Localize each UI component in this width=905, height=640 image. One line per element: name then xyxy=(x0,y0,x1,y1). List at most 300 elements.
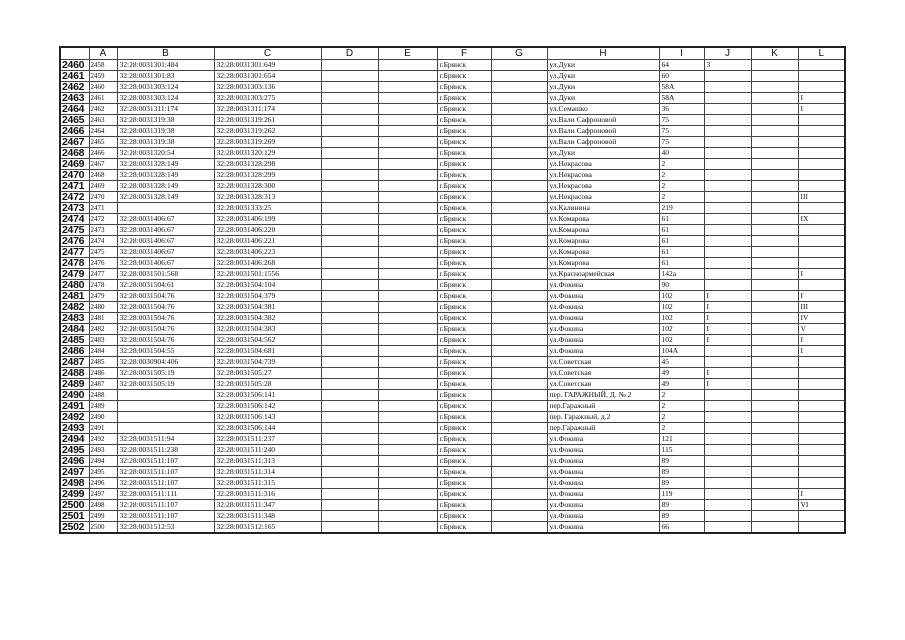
cell-e[interactable] xyxy=(378,302,437,313)
cell-j[interactable] xyxy=(704,159,751,170)
cell-k[interactable] xyxy=(751,335,798,346)
cell-g[interactable] xyxy=(491,379,547,390)
cell-h[interactable]: ул.Фокина xyxy=(547,291,659,302)
cell-j[interactable] xyxy=(704,170,751,181)
cell-c[interactable]: 32:28:0031511:314 xyxy=(214,467,321,478)
row-header[interactable]: 2488 xyxy=(60,368,89,379)
cell-j[interactable] xyxy=(704,280,751,291)
cell-e[interactable] xyxy=(378,82,437,93)
column-header-b[interactable]: B xyxy=(117,47,214,60)
cell-e[interactable] xyxy=(378,456,437,467)
cell-k[interactable] xyxy=(751,291,798,302)
cell-i[interactable]: 66 xyxy=(659,522,704,534)
cell-e[interactable] xyxy=(378,60,437,71)
cell-d[interactable] xyxy=(321,203,378,214)
cell-b[interactable] xyxy=(117,401,214,412)
cell-e[interactable] xyxy=(378,412,437,423)
cell-a[interactable]: 2463 xyxy=(89,115,117,126)
cell-c[interactable]: 32:28:0031511:316 xyxy=(214,489,321,500)
cell-h[interactable]: ул.Некрасова xyxy=(547,192,659,203)
row-header[interactable]: 2481 xyxy=(60,291,89,302)
cell-c[interactable]: 32:28:0031511:313 xyxy=(214,456,321,467)
cell-b[interactable]: 32:28:0030904:406 xyxy=(117,357,214,368)
cell-k[interactable] xyxy=(751,467,798,478)
cell-d[interactable] xyxy=(321,60,378,71)
cell-g[interactable] xyxy=(491,467,547,478)
cell-k[interactable] xyxy=(751,434,798,445)
cell-b[interactable]: 32:28:0031511:107 xyxy=(117,467,214,478)
cell-h[interactable]: пер. ГАРАЖНЫЙ, Д. № 2 xyxy=(547,390,659,401)
row-header[interactable]: 2487 xyxy=(60,357,89,368)
cell-b[interactable]: 32:28:0031301:83 xyxy=(117,71,214,82)
cell-d[interactable] xyxy=(321,324,378,335)
cell-a[interactable]: 2497 xyxy=(89,489,117,500)
cell-i[interactable]: 61 xyxy=(659,258,704,269)
cell-c[interactable]: 32:28:0031301:654 xyxy=(214,71,321,82)
cell-j[interactable]: I xyxy=(704,379,751,390)
cell-d[interactable] xyxy=(321,379,378,390)
row-header[interactable]: 2471 xyxy=(60,181,89,192)
cell-h[interactable]: ул.Фокина xyxy=(547,313,659,324)
cell-c[interactable]: 32:28:0031301:649 xyxy=(214,60,321,71)
cell-b[interactable]: 32:28:0031504:55 xyxy=(117,346,214,357)
cell-j[interactable]: 3 xyxy=(704,60,751,71)
cell-e[interactable] xyxy=(378,181,437,192)
row-header[interactable]: 2478 xyxy=(60,258,89,269)
cell-g[interactable] xyxy=(491,269,547,280)
cell-d[interactable] xyxy=(321,412,378,423)
cell-c[interactable]: 32:28:0031333:25 xyxy=(214,203,321,214)
cell-a[interactable]: 2491 xyxy=(89,423,117,434)
cell-c[interactable]: 32:28:0031406:221 xyxy=(214,236,321,247)
cell-k[interactable] xyxy=(751,71,798,82)
cell-l[interactable]: V xyxy=(798,324,845,335)
cell-g[interactable] xyxy=(491,93,547,104)
column-header-i[interactable]: I xyxy=(659,47,704,60)
cell-e[interactable] xyxy=(378,434,437,445)
cell-c[interactable]: 32:28:0031328:299 xyxy=(214,170,321,181)
cell-d[interactable] xyxy=(321,291,378,302)
cell-b[interactable]: 32:28:0031511:94 xyxy=(117,434,214,445)
cell-g[interactable] xyxy=(491,236,547,247)
cell-f[interactable]: г.Брянск xyxy=(437,71,491,82)
cell-b[interactable]: 32:28:0031319:38 xyxy=(117,126,214,137)
cell-g[interactable] xyxy=(491,335,547,346)
cell-i[interactable]: 58А xyxy=(659,82,704,93)
cell-f[interactable]: г.Брянск xyxy=(437,269,491,280)
cell-j[interactable] xyxy=(704,71,751,82)
cell-a[interactable]: 2490 xyxy=(89,412,117,423)
cell-d[interactable] xyxy=(321,302,378,313)
cell-d[interactable] xyxy=(321,456,378,467)
column-header-k[interactable]: K xyxy=(751,47,798,60)
cell-f[interactable]: г.Брянск xyxy=(437,324,491,335)
cell-h[interactable]: ул.Комарова xyxy=(547,214,659,225)
cell-l[interactable] xyxy=(798,368,845,379)
cell-l[interactable] xyxy=(798,60,845,71)
cell-l[interactable] xyxy=(798,357,845,368)
cell-b[interactable]: 32:28:0031511:107 xyxy=(117,511,214,522)
cell-h[interactable]: ул.Красноармейская xyxy=(547,269,659,280)
cell-c[interactable]: 32:28:0031511:240 xyxy=(214,445,321,456)
cell-b[interactable]: 32:28:0031504:76 xyxy=(117,313,214,324)
row-header[interactable]: 2496 xyxy=(60,456,89,467)
cell-k[interactable] xyxy=(751,313,798,324)
cell-k[interactable] xyxy=(751,159,798,170)
cell-k[interactable] xyxy=(751,115,798,126)
cell-k[interactable] xyxy=(751,456,798,467)
cell-k[interactable] xyxy=(751,104,798,115)
cell-f[interactable]: г.Брянск xyxy=(437,313,491,324)
cell-j[interactable] xyxy=(704,412,751,423)
cell-f[interactable]: г.Брянск xyxy=(437,225,491,236)
cell-e[interactable] xyxy=(378,390,437,401)
cell-i[interactable]: 89 xyxy=(659,478,704,489)
cell-i[interactable]: 90 xyxy=(659,280,704,291)
cell-h[interactable]: ул.Комарова xyxy=(547,225,659,236)
cell-j[interactable] xyxy=(704,192,751,203)
cell-c[interactable]: 32:28:0031506:141 xyxy=(214,390,321,401)
cell-e[interactable] xyxy=(378,137,437,148)
row-header[interactable]: 2495 xyxy=(60,445,89,456)
cell-j[interactable] xyxy=(704,434,751,445)
cell-g[interactable] xyxy=(491,522,547,534)
cell-k[interactable] xyxy=(751,401,798,412)
cell-d[interactable] xyxy=(321,192,378,203)
cell-e[interactable] xyxy=(378,291,437,302)
cell-a[interactable]: 2466 xyxy=(89,148,117,159)
cell-i[interactable]: 2 xyxy=(659,390,704,401)
cell-h[interactable]: ул.Вали Сафроновой xyxy=(547,137,659,148)
cell-h[interactable]: ул.Дуки xyxy=(547,60,659,71)
cell-l[interactable] xyxy=(798,247,845,258)
cell-k[interactable] xyxy=(751,522,798,534)
cell-h[interactable]: ул.Фокина xyxy=(547,434,659,445)
cell-e[interactable] xyxy=(378,258,437,269)
column-header-e[interactable]: E xyxy=(378,47,437,60)
cell-a[interactable]: 2467 xyxy=(89,159,117,170)
cell-a[interactable]: 2488 xyxy=(89,390,117,401)
cell-a[interactable]: 2468 xyxy=(89,170,117,181)
cell-b[interactable]: 32:28:0031319:38 xyxy=(117,115,214,126)
cell-c[interactable]: 32:28:0031406:199 xyxy=(214,214,321,225)
cell-h[interactable]: ул.Советская xyxy=(547,368,659,379)
cell-k[interactable] xyxy=(751,500,798,511)
cell-j[interactable] xyxy=(704,390,751,401)
cell-c[interactable]: 32:28:0031311:174 xyxy=(214,104,321,115)
cell-k[interactable] xyxy=(751,324,798,335)
row-header[interactable]: 2460 xyxy=(60,60,89,71)
cell-f[interactable]: г.Брянск xyxy=(437,511,491,522)
cell-i[interactable]: 2 xyxy=(659,181,704,192)
cell-l[interactable] xyxy=(798,456,845,467)
cell-a[interactable]: 2462 xyxy=(89,104,117,115)
cell-h[interactable]: ул.Фокина xyxy=(547,445,659,456)
cell-g[interactable] xyxy=(491,489,547,500)
cell-d[interactable] xyxy=(321,181,378,192)
cell-g[interactable] xyxy=(491,126,547,137)
cell-e[interactable] xyxy=(378,126,437,137)
cell-c[interactable]: 32:28:0031504:681 xyxy=(214,346,321,357)
cell-f[interactable]: г.Брянск xyxy=(437,82,491,93)
cell-g[interactable] xyxy=(491,423,547,434)
cell-a[interactable]: 2494 xyxy=(89,456,117,467)
cell-h[interactable]: пер.Гаражный xyxy=(547,423,659,434)
cell-f[interactable]: г.Брянск xyxy=(437,346,491,357)
cell-j[interactable] xyxy=(704,181,751,192)
cell-l[interactable]: III xyxy=(798,192,845,203)
cell-h[interactable]: ул.Дуки xyxy=(547,71,659,82)
cell-b[interactable]: 32:28:0031505:19 xyxy=(117,368,214,379)
cell-a[interactable]: 2482 xyxy=(89,324,117,335)
cell-l[interactable] xyxy=(798,467,845,478)
cell-c[interactable]: 32:28:0031504:379 xyxy=(214,291,321,302)
cell-j[interactable] xyxy=(704,236,751,247)
cell-h[interactable]: ул.Фокина xyxy=(547,522,659,534)
cell-l[interactable] xyxy=(798,225,845,236)
cell-g[interactable] xyxy=(491,115,547,126)
cell-b[interactable]: 32:28:0031504:76 xyxy=(117,335,214,346)
cell-j[interactable] xyxy=(704,511,751,522)
cell-i[interactable]: 61 xyxy=(659,236,704,247)
cell-i[interactable]: 121 xyxy=(659,434,704,445)
cell-b[interactable]: 32:28:0031320:54 xyxy=(117,148,214,159)
cell-d[interactable] xyxy=(321,104,378,115)
cell-h[interactable]: ул.Фокина xyxy=(547,467,659,478)
cell-c[interactable]: 32:28:0031320:129 xyxy=(214,148,321,159)
cell-b[interactable]: 32:28:0031303:124 xyxy=(117,82,214,93)
cell-g[interactable] xyxy=(491,82,547,93)
cell-f[interactable]: г.Брянск xyxy=(437,467,491,478)
cell-f[interactable]: г.Брянск xyxy=(437,181,491,192)
cell-a[interactable]: 2464 xyxy=(89,126,117,137)
cell-f[interactable]: г.Брянск xyxy=(437,203,491,214)
cell-l[interactable]: I xyxy=(798,346,845,357)
cell-d[interactable] xyxy=(321,313,378,324)
cell-g[interactable] xyxy=(491,159,547,170)
cell-g[interactable] xyxy=(491,181,547,192)
cell-k[interactable] xyxy=(751,258,798,269)
cell-i[interactable]: 49 xyxy=(659,379,704,390)
cell-h[interactable]: ул.Фокина xyxy=(547,489,659,500)
cell-j[interactable] xyxy=(704,126,751,137)
cell-c[interactable]: 32:28:0031505:27 xyxy=(214,368,321,379)
row-header[interactable]: 2497 xyxy=(60,467,89,478)
cell-b[interactable]: 32:28:0031504:76 xyxy=(117,291,214,302)
cell-h[interactable]: ул.Семашко xyxy=(547,104,659,115)
cell-e[interactable] xyxy=(378,203,437,214)
cell-l[interactable] xyxy=(798,71,845,82)
cell-g[interactable] xyxy=(491,313,547,324)
cell-b[interactable] xyxy=(117,423,214,434)
cell-b[interactable]: 32:28:0031406:67 xyxy=(117,214,214,225)
cell-k[interactable] xyxy=(751,357,798,368)
cell-d[interactable] xyxy=(321,390,378,401)
cell-k[interactable] xyxy=(751,368,798,379)
cell-d[interactable] xyxy=(321,280,378,291)
cell-l[interactable] xyxy=(798,170,845,181)
cell-i[interactable]: 102 xyxy=(659,291,704,302)
cell-a[interactable]: 2481 xyxy=(89,313,117,324)
cell-k[interactable] xyxy=(751,423,798,434)
cell-f[interactable]: г.Брянск xyxy=(437,302,491,313)
cell-l[interactable]: III xyxy=(798,302,845,313)
cell-k[interactable] xyxy=(751,390,798,401)
cell-c[interactable]: 32:28:0031319:261 xyxy=(214,115,321,126)
column-header-a[interactable]: A xyxy=(89,47,117,60)
cell-d[interactable] xyxy=(321,445,378,456)
cell-h[interactable]: ул.Фокина xyxy=(547,280,659,291)
row-header[interactable]: 2465 xyxy=(60,115,89,126)
cell-e[interactable] xyxy=(378,159,437,170)
cell-c[interactable]: 32:28:0031504:383 xyxy=(214,324,321,335)
cell-j[interactable] xyxy=(704,456,751,467)
cell-b[interactable] xyxy=(117,203,214,214)
cell-i[interactable]: 58А xyxy=(659,93,704,104)
cell-c[interactable]: 32:28:0031504:562 xyxy=(214,335,321,346)
cell-i[interactable]: 89 xyxy=(659,511,704,522)
cell-f[interactable]: г.Брянск xyxy=(437,445,491,456)
cell-j[interactable] xyxy=(704,115,751,126)
cell-f[interactable]: г.Брянск xyxy=(437,489,491,500)
cell-e[interactable] xyxy=(378,324,437,335)
cell-f[interactable]: г.Брянск xyxy=(437,368,491,379)
cell-e[interactable] xyxy=(378,335,437,346)
cell-e[interactable] xyxy=(378,313,437,324)
row-header[interactable]: 2477 xyxy=(60,247,89,258)
cell-e[interactable] xyxy=(378,71,437,82)
cell-e[interactable] xyxy=(378,478,437,489)
cell-c[interactable]: 32:28:0031512:165 xyxy=(214,522,321,534)
cell-f[interactable]: г.Брянск xyxy=(437,148,491,159)
cell-c[interactable]: 32:28:0031504:381 xyxy=(214,302,321,313)
cell-b[interactable] xyxy=(117,390,214,401)
cell-a[interactable]: 2489 xyxy=(89,401,117,412)
cell-c[interactable]: 32:28:0031504:739 xyxy=(214,357,321,368)
cell-b[interactable]: 32:28:0031406:67 xyxy=(117,225,214,236)
cell-g[interactable] xyxy=(491,148,547,159)
cell-a[interactable]: 2470 xyxy=(89,192,117,203)
cell-d[interactable] xyxy=(321,214,378,225)
cell-c[interactable]: 32:28:0031511:315 xyxy=(214,478,321,489)
cell-i[interactable]: 75 xyxy=(659,115,704,126)
cell-c[interactable]: 32:28:0031506:143 xyxy=(214,412,321,423)
cell-k[interactable] xyxy=(751,170,798,181)
cell-h[interactable]: ул.Фокина xyxy=(547,500,659,511)
cell-k[interactable] xyxy=(751,148,798,159)
cell-i[interactable]: 102 xyxy=(659,335,704,346)
cell-d[interactable] xyxy=(321,71,378,82)
cell-h[interactable]: ул.Дуки xyxy=(547,148,659,159)
cell-k[interactable] xyxy=(751,379,798,390)
cell-l[interactable] xyxy=(798,148,845,159)
cell-l[interactable]: I xyxy=(798,93,845,104)
cell-c[interactable]: 32:28:0031506:142 xyxy=(214,401,321,412)
cell-i[interactable]: 60 xyxy=(659,71,704,82)
cell-d[interactable] xyxy=(321,170,378,181)
cell-h[interactable]: ул.Фокина xyxy=(547,511,659,522)
cell-f[interactable]: г.Брянск xyxy=(437,192,491,203)
cell-k[interactable] xyxy=(751,192,798,203)
cell-l[interactable] xyxy=(798,236,845,247)
cell-l[interactable] xyxy=(798,434,845,445)
cell-a[interactable]: 2474 xyxy=(89,236,117,247)
cell-c[interactable]: 32:28:0031303:136 xyxy=(214,82,321,93)
cell-c[interactable]: 32:28:0031506:144 xyxy=(214,423,321,434)
row-header[interactable]: 2493 xyxy=(60,423,89,434)
cell-e[interactable] xyxy=(378,104,437,115)
row-header[interactable]: 2499 xyxy=(60,489,89,500)
cell-e[interactable] xyxy=(378,115,437,126)
cell-l[interactable]: I xyxy=(798,291,845,302)
row-header[interactable]: 2484 xyxy=(60,324,89,335)
cell-g[interactable] xyxy=(491,203,547,214)
cell-f[interactable]: г.Брянск xyxy=(437,500,491,511)
cell-f[interactable]: г.Брянск xyxy=(437,137,491,148)
cell-a[interactable]: 2493 xyxy=(89,445,117,456)
cell-a[interactable]: 2473 xyxy=(89,225,117,236)
row-header[interactable]: 2463 xyxy=(60,93,89,104)
cell-l[interactable]: I xyxy=(798,269,845,280)
cell-l[interactable] xyxy=(798,82,845,93)
cell-b[interactable]: 32:28:0031511:238 xyxy=(117,445,214,456)
cell-j[interactable] xyxy=(704,137,751,148)
cell-l[interactable] xyxy=(798,401,845,412)
row-header[interactable]: 2469 xyxy=(60,159,89,170)
cell-e[interactable] xyxy=(378,214,437,225)
cell-a[interactable]: 2496 xyxy=(89,478,117,489)
cell-a[interactable]: 2499 xyxy=(89,511,117,522)
cell-c[interactable]: 32:28:0031303:275 xyxy=(214,93,321,104)
cell-i[interactable]: 61 xyxy=(659,247,704,258)
cell-h[interactable]: ул.Комарова xyxy=(547,247,659,258)
cell-a[interactable]: 2461 xyxy=(89,93,117,104)
cell-d[interactable] xyxy=(321,434,378,445)
cell-a[interactable]: 2480 xyxy=(89,302,117,313)
cell-f[interactable]: г.Брянск xyxy=(437,115,491,126)
cell-e[interactable] xyxy=(378,170,437,181)
cell-j[interactable] xyxy=(704,148,751,159)
cell-k[interactable] xyxy=(751,214,798,225)
column-header-l[interactable]: L xyxy=(798,47,845,60)
cell-d[interactable] xyxy=(321,478,378,489)
cell-h[interactable]: ул.Некрасова xyxy=(547,181,659,192)
cell-l[interactable] xyxy=(798,258,845,269)
column-header-f[interactable]: F xyxy=(437,47,491,60)
cell-j[interactable] xyxy=(704,478,751,489)
cell-g[interactable] xyxy=(491,511,547,522)
cell-i[interactable]: 102 xyxy=(659,324,704,335)
cell-i[interactable]: 2 xyxy=(659,159,704,170)
cell-b[interactable]: 32:28:0031512:53 xyxy=(117,522,214,534)
cell-c[interactable]: 32:28:0031504:382 xyxy=(214,313,321,324)
cell-e[interactable] xyxy=(378,500,437,511)
cell-l[interactable] xyxy=(798,181,845,192)
cell-a[interactable]: 2476 xyxy=(89,258,117,269)
cell-b[interactable]: 32:28:0031511:111 xyxy=(117,489,214,500)
cell-g[interactable] xyxy=(491,357,547,368)
cell-b[interactable]: 32:28:0031406:67 xyxy=(117,247,214,258)
cell-g[interactable] xyxy=(491,137,547,148)
cell-b[interactable]: 32:28:0031303:124 xyxy=(117,93,214,104)
cell-j[interactable] xyxy=(704,104,751,115)
cell-d[interactable] xyxy=(321,522,378,534)
cell-b[interactable]: 32:28:0031328:149 xyxy=(117,159,214,170)
cell-i[interactable]: 102 xyxy=(659,313,704,324)
cell-b[interactable]: 32:28:0031504:76 xyxy=(117,324,214,335)
row-header[interactable]: 2486 xyxy=(60,346,89,357)
cell-c[interactable]: 32:28:0031511:348 xyxy=(214,511,321,522)
